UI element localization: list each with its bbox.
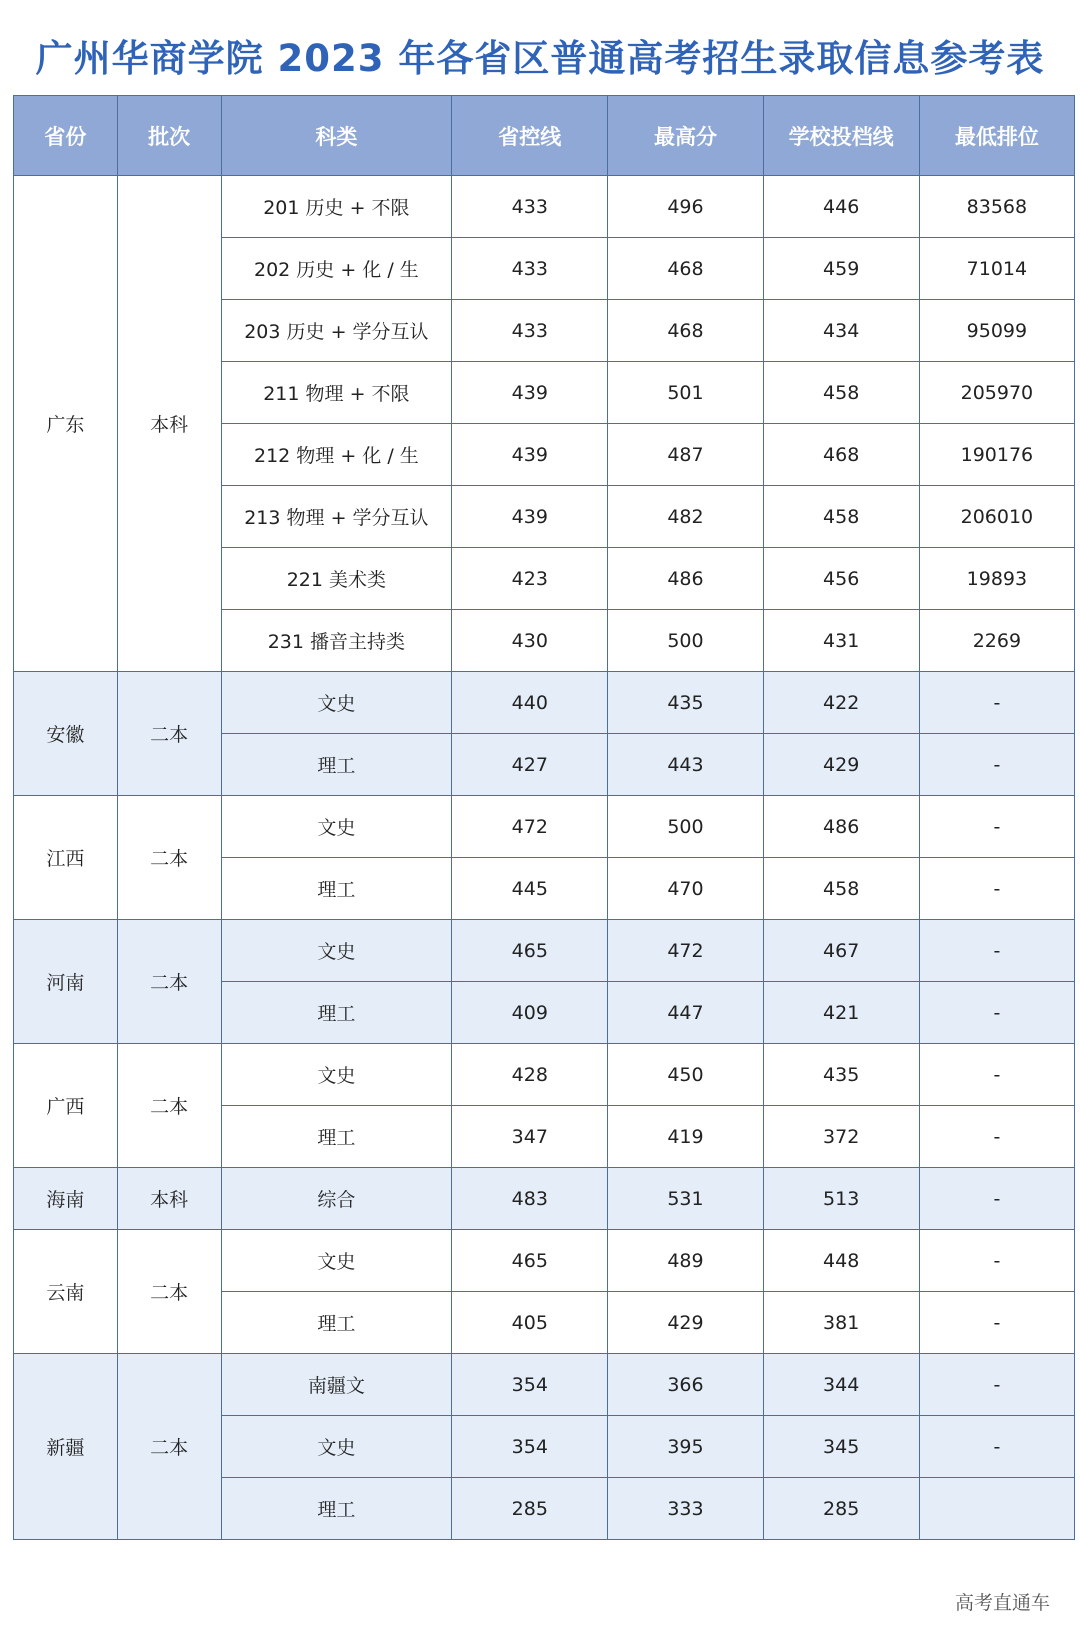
max-score-cell: 435 [608, 672, 763, 734]
batch-cell: 二本 [117, 1044, 221, 1168]
school-line-cell: 486 [763, 796, 919, 858]
batch-cell: 二本 [117, 1230, 221, 1354]
header-school-line: 学校投档线 [763, 96, 919, 176]
max-score-cell: 496 [608, 176, 763, 238]
category-cell: 南疆文 [221, 1354, 452, 1416]
min-rank-cell: - [919, 982, 1074, 1044]
school-line-cell: 513 [763, 1168, 919, 1230]
control-line-cell: 427 [452, 734, 608, 796]
category-cell: 综合 [221, 1168, 452, 1230]
header-max-score: 最高分 [608, 96, 763, 176]
category-cell: 231 播音主持类 [221, 610, 452, 672]
min-rank-cell: - [919, 796, 1074, 858]
min-rank-cell: 2269 [919, 610, 1074, 672]
max-score-cell: 489 [608, 1230, 763, 1292]
category-cell: 213 物理 + 学分互认 [221, 486, 452, 548]
batch-cell: 二本 [117, 1354, 221, 1540]
admission-table [13, 95, 1075, 1540]
min-rank-cell: 83568 [919, 176, 1074, 238]
min-rank-cell: 206010 [919, 486, 1074, 548]
table-row [14, 796, 1075, 858]
category-cell: 文史 [221, 672, 452, 734]
min-rank-cell: 71014 [919, 238, 1074, 300]
category-cell: 文史 [221, 920, 452, 982]
control-line-cell: 440 [452, 672, 608, 734]
control-line-cell: 354 [452, 1416, 608, 1478]
category-cell: 理工 [221, 982, 452, 1044]
category-cell: 211 物理 + 不限 [221, 362, 452, 424]
batch-cell: 本科 [117, 176, 221, 672]
province-cell: 新疆 [14, 1354, 118, 1540]
control-line-cell: 409 [452, 982, 608, 1044]
table-row [14, 176, 1075, 238]
max-score-cell: 501 [608, 362, 763, 424]
header-category: 科类 [221, 96, 452, 176]
batch-cell: 本科 [117, 1168, 221, 1230]
school-line-cell: 456 [763, 548, 919, 610]
school-line-cell: 434 [763, 300, 919, 362]
control-line-cell: 465 [452, 920, 608, 982]
school-line-cell: 446 [763, 176, 919, 238]
control-line-cell: 472 [452, 796, 608, 858]
control-line-cell: 354 [452, 1354, 608, 1416]
max-score-cell: 486 [608, 548, 763, 610]
page-title: 广州华商学院 2023 年各省区普通高考招生录取信息参考表 [35, 37, 1045, 80]
province-cell: 海南 [14, 1168, 118, 1230]
category-cell: 理工 [221, 858, 452, 920]
header-min-rank: 最低排位 [919, 96, 1074, 176]
max-score-cell: 468 [608, 238, 763, 300]
control-line-cell: 439 [452, 362, 608, 424]
min-rank-cell: - [919, 1230, 1074, 1292]
max-score-cell: 419 [608, 1106, 763, 1168]
control-line-cell: 445 [452, 858, 608, 920]
max-score-cell: 447 [608, 982, 763, 1044]
control-line-cell: 405 [452, 1292, 608, 1354]
province-cell: 广西 [14, 1044, 118, 1168]
min-rank-cell: 190176 [919, 424, 1074, 486]
control-line-cell: 433 [452, 238, 608, 300]
max-score-cell: 531 [608, 1168, 763, 1230]
batch-cell: 二本 [117, 920, 221, 1044]
school-line-cell: 435 [763, 1044, 919, 1106]
school-line-cell: 448 [763, 1230, 919, 1292]
school-line-cell: 468 [763, 424, 919, 486]
max-score-cell: 395 [608, 1416, 763, 1478]
max-score-cell: 450 [608, 1044, 763, 1106]
province-cell: 江西 [14, 796, 118, 920]
min-rank-cell: - [919, 920, 1074, 982]
watermark: 高考直通车 [954, 1592, 1050, 1614]
max-score-cell: 468 [608, 300, 763, 362]
control-line-cell: 430 [452, 610, 608, 672]
school-line-cell: 459 [763, 238, 919, 300]
header-control-line: 省控线 [452, 96, 608, 176]
max-score-cell: 443 [608, 734, 763, 796]
min-rank-cell: - [919, 1168, 1074, 1230]
province-cell: 河南 [14, 920, 118, 1044]
category-cell: 221 美术类 [221, 548, 452, 610]
table-row [14, 1230, 1075, 1292]
category-cell: 202 历史 + 化 / 生 [221, 238, 452, 300]
min-rank-cell: - [919, 1106, 1074, 1168]
category-cell: 理工 [221, 1478, 452, 1540]
school-line-cell: 431 [763, 610, 919, 672]
min-rank-cell: - [919, 1354, 1074, 1416]
control-line-cell: 439 [452, 424, 608, 486]
category-cell: 201 历史 + 不限 [221, 176, 452, 238]
table-row [14, 672, 1075, 734]
max-score-cell: 500 [608, 610, 763, 672]
control-line-cell: 433 [452, 300, 608, 362]
max-score-cell: 482 [608, 486, 763, 548]
min-rank-cell: - [919, 858, 1074, 920]
header-row [14, 96, 1075, 176]
school-line-cell: 422 [763, 672, 919, 734]
max-score-cell: 472 [608, 920, 763, 982]
batch-cell: 二本 [117, 672, 221, 796]
table-row [14, 1044, 1075, 1106]
control-line-cell: 465 [452, 1230, 608, 1292]
school-line-cell: 421 [763, 982, 919, 1044]
max-score-cell: 429 [608, 1292, 763, 1354]
max-score-cell: 366 [608, 1354, 763, 1416]
max-score-cell: 333 [608, 1478, 763, 1540]
province-cell: 安徽 [14, 672, 118, 796]
category-cell: 理工 [221, 734, 452, 796]
control-line-cell: 423 [452, 548, 608, 610]
header-province: 省份 [14, 96, 118, 176]
header-batch: 批次 [117, 96, 221, 176]
min-rank-cell: - [919, 1292, 1074, 1354]
min-rank-cell: - [919, 1416, 1074, 1478]
min-rank-cell: 95099 [919, 300, 1074, 362]
control-line-cell: 428 [452, 1044, 608, 1106]
province-cell: 广东 [14, 176, 118, 672]
school-line-cell: 458 [763, 362, 919, 424]
school-line-cell: 467 [763, 920, 919, 982]
min-rank-cell: 19893 [919, 548, 1074, 610]
control-line-cell: 347 [452, 1106, 608, 1168]
category-cell: 文史 [221, 1230, 452, 1292]
control-line-cell: 439 [452, 486, 608, 548]
category-cell: 文史 [221, 1416, 452, 1478]
school-line-cell: 285 [763, 1478, 919, 1540]
min-rank-cell [919, 1478, 1074, 1540]
max-score-cell: 487 [608, 424, 763, 486]
category-cell: 文史 [221, 796, 452, 858]
category-cell: 理工 [221, 1106, 452, 1168]
control-line-cell: 483 [452, 1168, 608, 1230]
category-cell: 212 物理 + 化 / 生 [221, 424, 452, 486]
province-cell: 云南 [14, 1230, 118, 1354]
table-row [14, 1354, 1075, 1416]
school-line-cell: 381 [763, 1292, 919, 1354]
school-line-cell: 458 [763, 486, 919, 548]
min-rank-cell: 205970 [919, 362, 1074, 424]
min-rank-cell: - [919, 672, 1074, 734]
school-line-cell: 458 [763, 858, 919, 920]
control-line-cell: 285 [452, 1478, 608, 1540]
school-line-cell: 345 [763, 1416, 919, 1478]
max-score-cell: 470 [608, 858, 763, 920]
min-rank-cell: - [919, 734, 1074, 796]
category-cell: 文史 [221, 1044, 452, 1106]
school-line-cell: 372 [763, 1106, 919, 1168]
control-line-cell: 433 [452, 176, 608, 238]
max-score-cell: 500 [608, 796, 763, 858]
min-rank-cell: - [919, 1044, 1074, 1106]
table-row [14, 920, 1075, 982]
table-body [14, 176, 1075, 1540]
table-row [14, 1168, 1075, 1230]
school-line-cell: 429 [763, 734, 919, 796]
category-cell: 理工 [221, 1292, 452, 1354]
batch-cell: 二本 [117, 796, 221, 920]
category-cell: 203 历史 + 学分互认 [221, 300, 452, 362]
school-line-cell: 344 [763, 1354, 919, 1416]
